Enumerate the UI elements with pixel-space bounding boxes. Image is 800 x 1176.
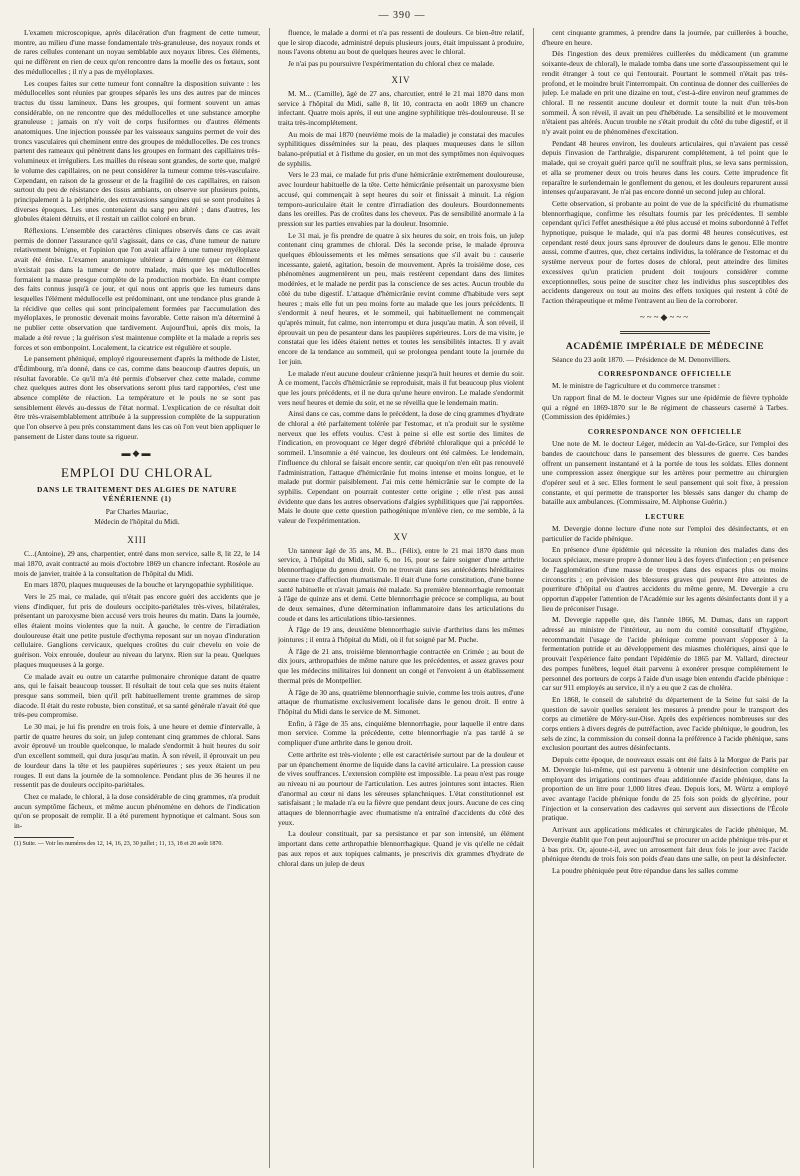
- paragraph: Ce malade avait eu outre un catarrhe pulmonaire chronique datant de quatre ans, qui le faisait beaucoup tousser. Il résultait de tout cela que ses nuits étaient presque sans sommeil, bien qu'il prît habituellement trente grammes de sirop diacode. Il était du reste robuste, bien constitué, et sa santé générale n'avait été que très-peu compromise.: [14, 671, 260, 720]
- col3-body-2: [542, 381, 788, 422]
- paragraph: À l'âge de 21 ans, troisième blennorrhagie contractée en Crimée ; au bout de dix jours, arthropathies de même nature que les précédentes, et assez graves pour que les médecins militaires lui donnent un congé et l'envoient à un établissement thermal près de Montpellier.: [278, 646, 524, 685]
- subhead-official: CORRESPONDANCE OFFICIELLE: [598, 370, 732, 379]
- paragraph: Cette arthrite est très-violente ; elle est caractérisée surtout par de la douleur et par un épanchement énorme de liquide dans la cavité articulaire. La pression cause de vives souffrances. L'extension complète est impossible. La peau n'est pas rouge au niveau ni au pourtour de l'articulation. Les autres jointures sont intactes. Rien d'anormal au cœur ni dans les séreuses splanchniques. L'état constitutionnel est satisfaisant ; le malade n'a eu la fièvre que pendant deux jours. Aucune de ces cinq attaques de blennorrhagie avec rhumatisme n'a entraîné d'accidents du côté des yeux.: [278, 749, 524, 827]
- col3-body: [542, 28, 788, 306]
- paragraph: Les coupes faites sur cette tumeur font connaître la disposition suivante : les médullocelles sont réunies par groupes séparés les uns des autres par de minces tractus du tissu lamineux. Dans les groupes, qui forment souvent un amas considérable, on ne rencontre que des médullocelles et une substance amorphe granuleuse ; jamais on n'y voit de corps fusiformes ou d'autres éléments anatomiques. Une injection poussée par les vaisseaux sanguins permet de voir des troncs vasculaires qui cheminent entre des groupes de médullocelles. De ces troncs partent des rameaux qui pénètrent dans les groupes en formant des capillaires très-volumineux et irréguliers. Les mailles du réseau sont grandes, de sorte que, malgré le volume des capillaires, on ne peut considérer la tumeur comme très-vasculaire. Cependant, en raison de la grosseur et de la fragilité de ces capillaires, en raison surtout du peu de résistance des tissus ambiants, on observe sur plusieurs points, principalement à la périphérie, des extravasions sanguines qui se sont produites à diverses époques. Les unes contenaient du sang peu altéré ; dans d'autres, les globules étaient détruits, et il restait un caillot coloré en brun.: [14, 78, 260, 224]
- paragraph: Depuis cette époque, de nouveaux essais ont été faits à la Morgue de Paris par M. Devergie lui-même, qui est parvenu à obtenir une désinfection complète en employant des irrigations continues d'eau additionnée d'acide phénique, dans la proportion de un litre pour 1,000 litres d'eau. Depuis lors, M. Würtz a employé avec avantage l'acide phénique fondu de 25 fois son poids de glycérine, pour l'injection et la conservation des cadavres qui servent aux dissections de l'École pratique.: [542, 755, 788, 823]
- paragraph: M. le ministre de l'agriculture et du commerce transmet :: [552, 381, 720, 391]
- section-number: XIII: [127, 535, 147, 546]
- column-rule: [533, 28, 534, 1168]
- paragraph: En 1868, le conseil de salubrité du département de la Seine fut saisi de la question de savoir quelles seraient les mesures à prendre pour le transport des corps au cimetière de Méry-sur-Oise. Après des expériences nombreuses sur des corps entiers à divers degrés de putréfaction, avec l'acide phénique, le goudron, les sels de zinc, la commission du conseil donna la préférence à l'acide phénique, sans exclusion pourtant des autres désinfectants.: [542, 694, 788, 753]
- paragraph: L'examen microscopique, après dilacération d'un fragment de cette tumeur, montre, au milieu d'une masse fondamentale très-granuleuse, des noyaux ronds et de rares cellules contenant un noyau semblable aux noyaux libres. Ces éléments, qui ne diffèrent en rien de ceux qu'on rencontre dans la moelle des os fœtaux, sont des médullocelles ; il n'y a pas de myéloplaxes.: [14, 28, 260, 76]
- paragraph: Un rapport final de M. le docteur Vignes sur une épidémie de fièvre typhoïde qui a régné en 1869-1870 sur le 8e régiment de chasseurs caserné à Tarbes. (Commission des épidémies.): [542, 392, 788, 422]
- paragraph: Je n'ai pas pu poursuivre l'expérimentation du chloral chez ce malade.: [288, 59, 495, 69]
- paragraph: À l'âge de 30 ans, quatrième blennorrhagie suivie, comme les trois autres, d'une attaque de rhumatisme exclusivement localisée dans le genou droit. Il entre à l'hôpital du Midi dans le service de M. Simonet.: [278, 687, 524, 716]
- paragraph: M. Devergie rappelle que, dès l'année 1866, M. Dumas, dans un rapport adressé au ministre de l'intérieur, au nom du comité consultatif d'hygiène, recommandait l'usage de l'acide phénique comme pouvant s'opposer à la fermentation putride et au développement des miasmes cholériques, ainsi que le prouvait l'expérience faite pendant l'épidémie de 1865 par M. Vallard, directeur des pompes funèbres, lequel était parvenu à exonérer presque complétement le personnel des porteurs de corps à l'aide d'un usage bien entendu d'acide phénique : car sur 911 employés au service, il n'y a eu que 2 cas de choléra.: [542, 615, 788, 693]
- paragraph: Vers le 23 mai, ce malade fut pris d'une hémicrânie extrêmement douloureuse, avec lourdeur habituelle de la tête. Cette hémicrânie présentait un paroxysme bien accusé, qui commençait à sept heures du soir et finissait à minuit. La région temporo-auriculaire était le centre d'irradiation des douleurs. Bourdonnements dans les oreilles. Pas de croûtes dans les cheveux. Pas de sensibilité anormale à la pression sur les parties envahies par la douleur. Insomnie.: [278, 170, 524, 228]
- paragraph: Pendant 48 heures environ, les douleurs articulaires, qui n'avaient pas cessé depuis l'invasion de l'arthralgie, disparurent complétement, à tel point que le malade, qui se croyait guéri parce qu'il ne souffrait plus, se leva sans permission, et alla se promener deux ou trois heures dans les cours. Cette imprudence fit reparaître le surlendemain le gonflement du genou, et les douleurs reparurent aussi intenses qu'auparavant. Je n'ai pas encore donné un second julep au chloral.: [542, 138, 788, 197]
- paragraph: Une note de M. le docteur Léger, médecin au Val-de-Grâce, sur l'emploi des bandes de caoutchouc dans le pansement des blessures de guerre. Ces bandes offrent un pansement instantané et à la portée de tous les soldats. Elles donnent une compression assez énergique sur les artères pour permettre au chirurgien d'opérer seul et à sec. Elles forment le seul pansement qui soit fixe, à pression constante, et qui permette de transporter les blessés sans danger du champ de bataille aux ambulances. (Commissaire, M. Alphonse Guérin.): [542, 439, 788, 507]
- paragraph: M. Devergie donne lecture d'une note sur l'emploi des désinfectants, et en particulier de l'acide phénique.: [542, 524, 788, 543]
- ornament-divider: ~~~◆~~~: [639, 311, 691, 322]
- column-1: [14, 28, 260, 1168]
- paragraph: En présence d'une épidémie qui nécessite la réunion des malades dans des locaux spéciaux, mesure propre à donner lieu à des foyers d'infection ; en présence de l'agglomération d'une masse de troupes dans des espaces plus ou moins circonscrits ; en prévision des blessures graves qui peuvent être atteintes de pourriture d'hôpital ou d'autres accidents du même genre, M. Devergie a cru opportun d'appeler l'attention de l'Académie sur les agents désinfectants dont il y a lieu de préconiser l'usage.: [542, 545, 788, 613]
- paragraph: fluence, le malade a dormi et n'a pas ressenti de douleurs. Ce bien-être relatif, que le sirop diacode, administré depuis plusieurs jours, était impuissant à produire, nous l'avons obtenu au bout de quelques heures avec le chloral.: [278, 28, 524, 57]
- col1-body: [14, 28, 260, 442]
- paragraph: M. M... (Camille), âgé de 27 ans, charcutier, entré le 21 mai 1870 dans mon service à l'hôpital du Midi, salle 8, lit 10, contracta en août 1869 un chancre infectant. Quatre mois après, il eut une angine syphilitique très-douloureuse. Il se traita très-incomplétement.: [278, 88, 524, 127]
- subhead-unofficial: CORRESPONDANCE NON OFFICIELLE: [587, 428, 743, 437]
- session-line: Séance du 23 août 1870. — Présidence de M. Denonvilliers.: [552, 354, 731, 364]
- article-title: EMPLOI DU CHLORAL: [60, 464, 214, 480]
- paragraph: C...(Antoine), 29 ans, charpentier, entré dans mon service, salle 8, lit 22, le 14 mai 1870, avait contracté au mois d'octobre 1869 un chancre infectant. Roséole au mois de janvier, traitée à la consultation de l'hôpital du Midi.: [14, 549, 260, 578]
- article-subtitle: DANS LE TRAITEMENT DES ALGIES DE NATURE VÉNÉRIENNE (1): [36, 484, 238, 503]
- paragraph: Le 31 mai, je fis prendre de quatre à six heures du soir, en trois fois, un julep contenant cinq grammes de chloral. Dès la seconde prise, le malade éprouva quelques éblouissements et les mêmes sensations que s'il avait bu : causerie incessante, gaieté, agitation, besoin de mouvement. Après la troisième dose, ces phénomènes augmentèrent un peu, mais restèrent cependant dans des limites modérées, et le malade ne perdit pas la conscience de ses actes. Aucun trouble du côté du tube digestif. L'attaque d'hémicrânie revint comme d'habitude vers sept heures ; mais elle fut un peu moins forte au malade que les jours précédents. Il s'endormit à neuf heures, et le sommeil, qui habituellement ne commençait qu'après minuit, fut calme, non interrompu et dura jusqu'au matin. À son réveil, il éprouvait un peu de pesanteur dans les paupières supérieures. Lors de ma visite, je constatai que les idées étaient nettes et toutes les sensibilités intactes. Il y avait encore de la tendance au sommeil, qui se prolongea pendant toute la journée du 1er juin.: [278, 230, 524, 366]
- paragraph: Le 30 mai, je lui fis prendre en trois fois, à une heure et demie d'intervalle, à partir de quatre heures du soir, un julep contenant cinq grammes de chloral. Sans avoir éprouvé un trouble quelconque, le malade s'endormit à huit heures du soir d'un excellent sommeil, qui dura jusqu'au matin. À son réveil, il éprouvait un peu de lourdeur dans la tête et les paupières supérieures ; ses yeux étaient un peu rouges. Il eut dans la journée de la somnolence. Pendant plus de 36 heures il ne ressentit pas de douleurs occipito-pariétales.: [14, 722, 260, 790]
- footnote-rule: [14, 837, 74, 838]
- paragraph: cent cinquante grammes, à prendre dans la journée, par cuillerées à bouche, d'heure en heure.: [542, 28, 788, 47]
- page-number: — 390 —: [378, 10, 426, 21]
- paragraph: Le malade n'eut aucune douleur crânienne jusqu'à huit heures et demie du soir. À ce moment, l'accès d'hémicrânie se reproduisit, mais il fut beaucoup plus violent que les jours précédents, et il ne dura qu'une heure environ. Le malade s'endormit vers neuf heures et demie du soir, et ne se réveilla que le lendemain matin.: [278, 368, 524, 407]
- section-divider: [620, 331, 710, 334]
- col2-body: [278, 28, 524, 69]
- section-number: XV: [393, 531, 409, 542]
- col1-body-2: [14, 549, 260, 831]
- section-number: XIV: [391, 74, 411, 85]
- subhead-lecture: LECTURE: [645, 513, 685, 522]
- author-affiliation: Médecin de l'hôpital du Midi.: [94, 518, 180, 527]
- col3-body-3: [542, 439, 788, 507]
- col2-body-2: [278, 89, 524, 526]
- academy-heading: ACADÉMIE IMPÉRIALE DE MÉDECINE: [565, 341, 765, 352]
- paragraph: Un tanneur âgé de 35 ans, M. B... (Félix), entre le 21 mai 1870 dans mon service, à l'hôpital du Midi, salle 6, no 16, pour se faire soigner d'une arthrite blennorrhagique du genou droit. On ne trouvait dans ses antécédents héréditaires aucune trace d'affection rhumatismale. Il était d'une forte constitution, d'une bonne santé habituelle et n'avait jamais été malade. Sa première blennorrhagie remontait à l'âge de quinze ans et demi. Cette blennorrhagie précoce se compliqua, au bout de deux semaines, d'une détermination inflammatoire dans les articulations du coude et dans les articulations tibio-tarsiennes.: [278, 545, 524, 623]
- paragraph: Cette observation, si probante au point de vue de la spécificité du rhumatisme blennorrhagique, confirme les résultats fournis par les précédentes. Il semble cependant qu'ici l'effet anesthésique a été plus accusé et moins subordonné à l'effet hypnotique, puisque le malade, qui n'a pas dormi 48 heures consécutives, est cependant resté deux jours sans éprouver de douleurs dans le genou. Elle montre aussi, comme d'autres, que, chez certains individus, la tolérance de l'estomac et du système nerveux pour de fortes doses de chloral, peut atteindre des limites excessives qu'un praticien prudent doit toujours considérer comme exceptionnelles, sous peine de susciter chez les individus plus susceptibles des accidents dangereux ou tout au moins des effets toxiques qui restent à côté de l'action thérapeutique et même l'entravent au lieu de la corroborer.: [542, 198, 788, 305]
- paragraph: Ainsi dans ce cas, comme dans le précédent, la dose de cinq grammes d'hydrate de chloral a été parfaitement tolérée par l'estomac, et n'a produit sur le système nerveux que les effets voulus. C'est à peine si elle est sortie des limites de l'indication, en provoquant ce léger degré d'ébriété chloralique qui a précédé le sommeil. L'insomnie a été vaincue, les douleurs ont été calmées. Le lendemain, l'influence du chloral se faisait encore sentir, car quoiqu'on n'en eût pas renouvelé l'administration, l'attaque d'hémicrânie fut moins intense et moins longue, et le malade put dormir paisiblement. J'ai mis cette hémicrânie sur le compte de la syphilis. Cependant on pourrait contester cette origine ; elle n'est pas aussi évidente que dans les autres observations d'algies syphilitiques que j'ai rapportées. Mais le doute que cette question pathogénique m'enlève rien, ce me semble, à la valeur de l'expérimentation.: [278, 409, 524, 526]
- column-rule: [269, 28, 270, 1168]
- column-3: [542, 28, 788, 1168]
- paragraph: Vers le 25 mai, ce malade, qui n'était pas encore guéri des accidents que je viens d'indiquer, fut pris de douleurs occipito-pariétales très-vives, bilatérales, présentant un paroxysme bien accusé vers trois heures du matin. Dans la journée, elles étaient moins violentes que la nuit. À gauche, le centre de l'irradiation douloureuse était une petite pustule d'ecthyma reposant sur un noyau d'induration cellulaire. Ganglions cervicaux, quelques croûtes du cuir chevelu en voie de guérison. Voix enrouée, douleur au niveau du larynx. Rien sur la peau. Quelques plaques muqueuses à la gorge.: [14, 591, 260, 669]
- paragraph: Enfin, à l'âge de 35 ans, cinquième blennorrhagie, pour laquelle il entre dans mon service. Comme la précédente, cette blennorrhagie n'a pas tardé à se compliquer d'une arthrite dans le genou droit.: [278, 718, 524, 748]
- col3-body-4: [542, 524, 788, 876]
- author-byline: Par Charles Mauriac,: [105, 506, 169, 516]
- paragraph: Chez ce malade, le chloral, à la dose considérable de cinq grammes, n'a produit aucun symptôme fâcheux, et même aucun phénomène en dehors de l'indication qu'on se proposait de remplir. Il a été purement hypnotique et calmant. Sous son in-: [14, 792, 260, 831]
- paragraph: Réflexions. L'ensemble des caractères cliniques observés dans ce cas avait permis de donner l'assurance qu'il s'agissait, dans ce cas, d'une tumeur de nature relativement bénigne, et l'opinion que l'on avait affaire à une tumeur myéloplaxe avait été émise. L'examen anatomique ultérieur a démontré que cet élément n'existait pas dans la tumeur de notre malade, mais que les médullocelles formaient la masse presque complète de la production morbide. En étant compte des faits connus jusqu'à ce jour, et qui nous ont appris que les tumeurs dans lesquelles l'élément médullocelle est prédominant, ont une tendance plus grande à la récidive que celles qui sont principalement formées par l'accumulation des myéloplaxes, le pronostic devenait moins favorable. Cette raison m'a déterminé à ne publier cette observation que tardivement. Aujourd'hui, après dix mois, la malade a été revue ; la guérison s'est maintenue complète et la malade a repris ses forces et son embonpoint. Localement, la cicatrice est régulière et souple.: [14, 226, 260, 352]
- ornament-divider: ▬◆▬: [121, 447, 153, 458]
- paragraph: Dès l'ingestion des deux premières cuillerées du médicament (un gramme soixante-deux de chloral), le malade tomba dans une sorte d'assoupissement qui le rendit étranger à tout ce qui l'entourait. Pourtant le sommeil n'était pas très-profond, et le moindre bruit l'interrompait. On continua de donner des cuillerées de julep. Le malade en prit une dizaine en tout, c'est-à-dire environ neuf grammes de chloral. Il ne ressentit aucune douleur et dormit toute la nuit d'un très-bon sommeil. À son réveil, il avait un peu d'hébétude. La sensibilité et le mouvement n'étaient pas altérés. Aucun trouble ne s'était produit du côté du tube digestif, et il n'y avait point eu de phénomènes d'excitation.: [542, 49, 788, 137]
- paragraph: En mars 1870, plaques muqueuses de la bouche et laryngopathie syphilitique.: [24, 580, 254, 590]
- newspaper-page: [14, 8, 790, 1168]
- col2-body-3: [278, 546, 524, 869]
- column-2: [278, 28, 524, 1168]
- paragraph: Arrivant aux applications médicales et chirurgicales de l'acide phénique, M. Devergie établit que l'on peut aujourd'hui se procurer un acide phénique très-pur et à bas prix. Or, ajoute-t-il, avec un arrosement fait deux fois le jour avec l'acide phénique étendu de trois fois son poids d'eau dans une salle, on peut la désinfecter.: [542, 825, 788, 864]
- paragraph: Au mois de mai 1870 (neuvième mois de la maladie) je constatai des macules syphilitiques disséminées sur la peau, des plaques muqueuses dans le sillon balano-préputial et à l'isthme du gosier, en un mot des symptômes non équivoques de syphilis.: [278, 129, 524, 168]
- paragraph: La douleur constituait, par sa persistance et par son intensité, un élément important dans cette arthropathie blennorrhagique. Quand je vis qu'elle ne cédait pas aux repos et aux topiques calmants, je prescrivis dix grammes d'hydrate de chloral dans un julep de deux: [278, 829, 524, 868]
- paragraph: Le pansement phéniqué, employé rigoureusement d'après la méthode de Lister, d'Édimbourg, m'a donné, dans ce cas, comme dans beaucoup d'autres depuis, un résultat favorable. Ce qu'il m'a été permis d'observer chez cette malade, comme chez quelques autres dont les observations seront plus tard rapportées, c'est une absence complète de réaction. La température et le pouls ne se sont pas sensiblement élevés au-dessus de l'état normal. L'explication de ce résultat doit être très-vraisemblablement attribuée à la suppression complète de la suppuration que l'on observe à peu près constamment dans les cas où l'on veut bien appliquer le pansement de Lister dans toute sa rigueur.: [14, 354, 260, 441]
- columns: [14, 28, 790, 1168]
- paragraph: À l'âge de 19 ans, deuxième blennorrhagie suivie d'arthrites dans les mêmes jointures ; il entra à l'hôpital du Midi, où il fut soigné par M. Puche.: [278, 625, 524, 645]
- paragraph: La poudre phéniquée peut être répandue dans les salles comme: [552, 865, 739, 875]
- footnote: (1) Suite. — Voir les numéros des 12, 14, 16, 23, 30 juillet ; 11, 13, 18 et 20 août 1870.: [14, 840, 223, 847]
